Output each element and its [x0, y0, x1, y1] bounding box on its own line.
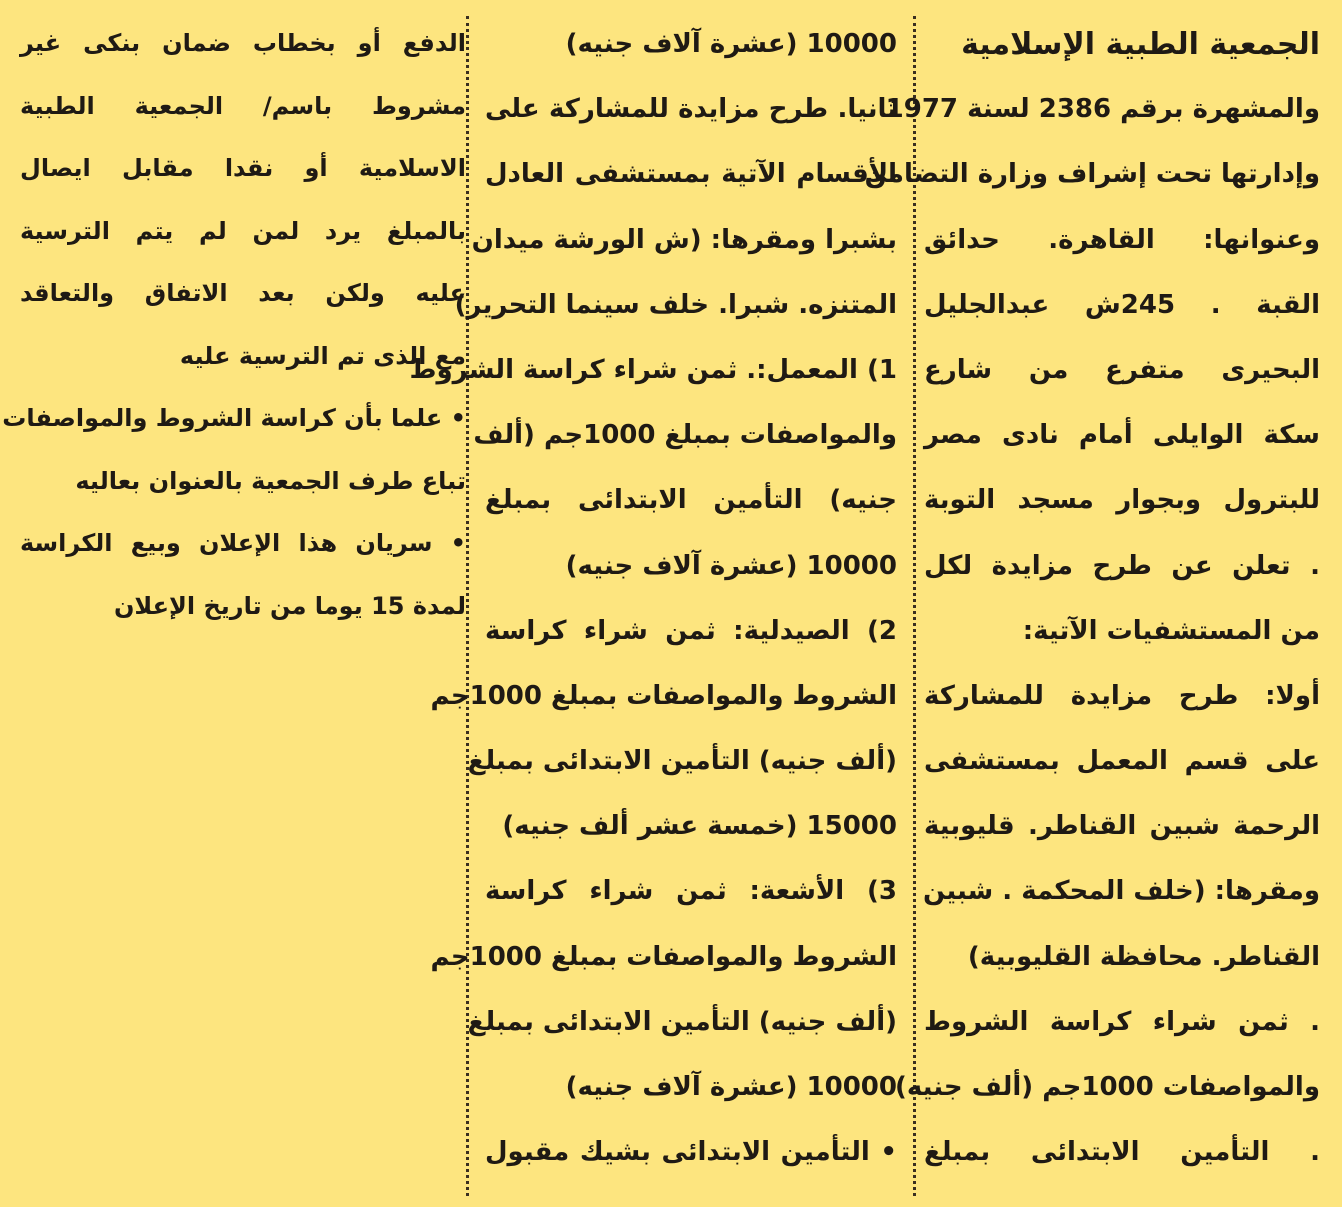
text-line: الأقسام الآتية بمستشفى العادل: [485, 159, 897, 190]
text-line: القبة . 245ش عبدالجليل: [924, 289, 1321, 320]
column-left: [2, 12, 466, 1207]
text-line: والمواصفات بمبلغ 1000جم (ألف: [473, 420, 897, 451]
text-line: تباع طرف الجمعية بالعنوان بعاليه: [75, 466, 466, 495]
text-line: والمواصفات 1000جم (ألف جنيه): [894, 1072, 1320, 1102]
text-line: مع الذى تم الترسية عليه: [179, 341, 466, 370]
text-line: أولا: طرح مزايدة للمشاركة: [924, 680, 1320, 711]
text-line: الشروط والمواصفات بمبلغ 1000جم: [430, 680, 897, 711]
text-line: لمدة 15 يوما من تاريخ الإعلان: [113, 591, 466, 620]
text-line: 1) المعمل:. ثمن شراء كراسة الشروط: [409, 354, 897, 385]
text-line: . التأمين الابتدائى بمبلغ: [924, 1137, 1320, 1168]
text-line: 3) الأشعة: ثمن شراء كراسة: [485, 876, 897, 907]
text-line: 10000 (عشرة آلاف جنيه): [565, 550, 897, 581]
text-line: 15000 (خمسة عشر ألف جنيه): [502, 811, 897, 842]
text-line: الدفع أو بخطاب ضمان بنكى غير: [20, 29, 466, 57]
text-line: . ثمن شراء كراسة الشروط: [924, 1006, 1320, 1037]
text-line: والمشهرة برقم 2386 لسنة 1977: [885, 94, 1320, 125]
text-line: القناطر. محافظة القليوبية): [967, 941, 1320, 972]
text-line: مشروط باسم/ الجمعية الطبية: [20, 91, 466, 120]
text-line: الرحمة شبين القناطر. قليوبية: [924, 811, 1320, 842]
text-line: المتنزه. شبرا. خلف سينما التحرير): [454, 289, 897, 320]
text-line: الاسلامية أو نقدا مقابل ايصال: [20, 154, 466, 182]
text-line: بالمبلغ يرد لمن لم يتم الترسية: [20, 216, 466, 245]
text-line: الشروط والمواصفات بمبلغ 1000جم: [430, 941, 897, 972]
text-line: ومقرها: (خلف المحكمة . شبين: [923, 876, 1320, 907]
text-line: • التأمين الابتدائى بشيك مقبول: [485, 1137, 897, 1168]
bullet-line: • علما بأن كراسة الشروط والمواصفات: [2, 404, 466, 432]
column-right: [864, 12, 1324, 1207]
text-line: جنيه) التأمين الابتدائى بمبلغ: [485, 485, 897, 516]
text-line: البحيرى متفرع من شارع: [924, 354, 1320, 385]
text-line: 10000 (عشرة آلاف جنيه): [565, 29, 897, 59]
text-line: 10000 (عشرة آلاف جنيه): [565, 1072, 897, 1102]
text-line: على قسم المعمل بمستشفى: [924, 746, 1320, 777]
text-line: ثانيا. طرح مزايدة للمشاركة على: [485, 94, 897, 125]
text-line: وإدارتها تحت إشراف وزارة التضامن: [864, 159, 1320, 190]
text-line: سكة الوايلى أمام نادى مصر: [924, 420, 1320, 451]
text-line: للبترول وبجوار مسجد التوبة: [924, 485, 1320, 516]
column-middle: [409, 12, 913, 1207]
text-line: 2) الصيدلية: ثمن شراء كراسة: [485, 615, 897, 646]
text-line: . تعلن عن طرح مزايدة لكل: [924, 550, 1320, 581]
text-line: (ألف جنيه) التأمين الابتدائى بمبلغ: [467, 746, 897, 777]
text-columns: [2, 12, 1324, 1207]
text-line: من المستشفيات الآتية:: [1022, 615, 1320, 646]
text-line: (ألف جنيه) التأمين الابتدائى بمبلغ: [467, 1006, 897, 1037]
text-line: بشبرا ومقرها: (ش الورشة ميدان: [471, 224, 897, 255]
announcement-title: الجمعية الطبية الإسلامية: [961, 27, 1320, 62]
text-line: عليه ولكن بعد الاتفاق والتعاقد: [20, 279, 466, 307]
bullet-line: • سريان هذا الإعلان وبيع الكراسة: [20, 529, 466, 557]
text-line: وعنوانها: القاهرة. حدائق: [924, 224, 1320, 255]
